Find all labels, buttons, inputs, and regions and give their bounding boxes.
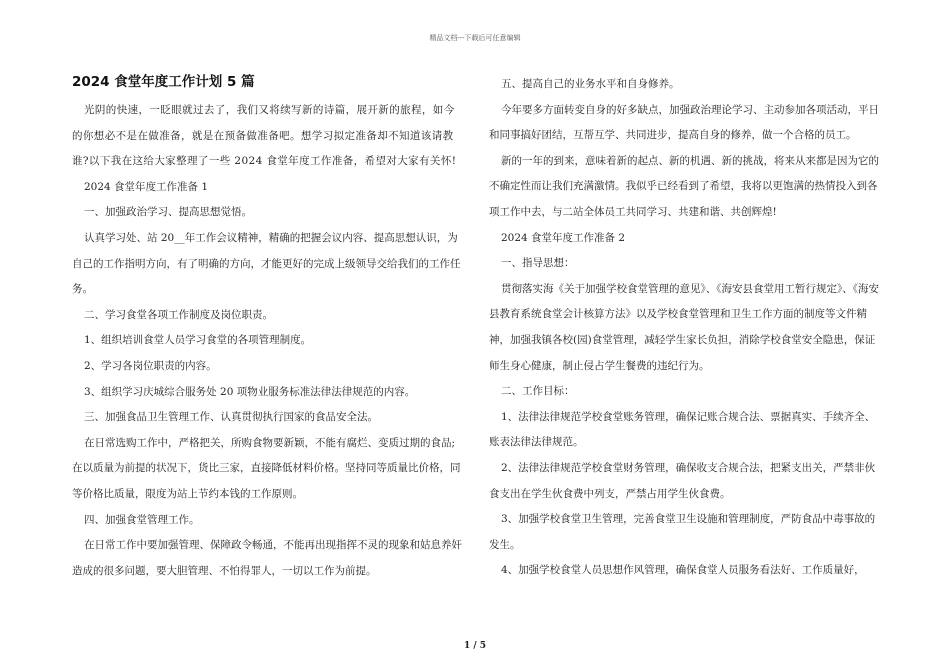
- list-item: 4、加强学校食堂人员思想作风管理，确保食堂人员服务看法好、工作质量好，: [501, 564, 865, 577]
- item-heading: 一、指导思想：: [501, 257, 575, 270]
- list-item: 2、学习各岗位职责的内容。: [84, 359, 217, 372]
- body-paragraph: 在日常工作中要加强管理、保障政令畅通，不能再出现指挥不灵的现象和姑息养奸造成的很多问题，要大胆管理、不怕得罪人，一切以工作为前提。: [72, 539, 462, 577]
- right-column: [489, 72, 880, 584]
- item-heading: 二、工作目标：: [501, 385, 575, 398]
- body-paragraph: 在日常选购工作中，严格把关，所购食物要新颖，不能有腐烂、变质过期的食品;在以质量为前提的状况下，货比三家，直接降低材料价格。坚持同等质量比价格，同等价格比质量，限度为站上节约本钱的工作原则。: [72, 436, 461, 500]
- item-heading: 三、加强食品卫生管理工作、认真贯彻执行国家的食品安全法。: [84, 411, 378, 424]
- page-number: 1 / 5: [463, 641, 487, 651]
- list-item: 1、组织培训食堂人员学习食堂的各项管理制度。: [84, 334, 312, 347]
- section-heading: 2024 食堂年度工作准备 2: [501, 231, 626, 244]
- item-heading: 一、加强政治学习、提高思想觉悟。: [84, 206, 252, 219]
- body-paragraph: 贯彻落实海《关于加强学校食堂管理的意见》、《海安县食堂用工暂行规定》、《海安县教育系统食堂会计核算方法》以及学校食堂管理和卫生工作方面的制度等文件精神，加强我镇各校(园)食堂管理，减轻学生家长负担，消除学校食堂安全隐患，保证师生身心健康，制止侵占学生餐费的违纪行为。: [489, 282, 879, 372]
- intro-paragraph: 光阴的快速，一眨眼就过去了，我们又将续写新的诗篇，展开新的旅程，如今的你想必不是在做准备，就是在预备做准备吧。想学习拟定准备却不知道该请教谁?以下我在这给大家整理了一些 2024 食堂年度工作准备，希望对大家有关怀!: [72, 104, 457, 168]
- body-paragraph: 新的一年的到来，意味着新的起点、新的机遇、新的挑战，将来从来都是因为它的不确定性而让我们充满激情。我似乎已经看到了希望，我将以更饱满的热情投入到各项工作中去，与二站全体员工共同学习、共建和谐、共创辉煌!: [489, 154, 879, 218]
- document-title: 2024 食堂年度工作计划 5 篇: [72, 74, 255, 90]
- list-item: 3、组织学习庆城综合服务处 20 项物业服务标准法律法律规范的内容。: [84, 385, 416, 398]
- item-heading: 四、加强食堂管理工作。: [84, 513, 200, 526]
- page-header: 精品文档---下载后可任意编辑: [429, 34, 521, 42]
- body-paragraph: 认真学习处、站 20__年工作会议精神，精确的把握会议内容、提高思想认识，为自己的工作指明方向，有了明确的方向，才能更好的完成上级领导交给我们的工作任务。: [72, 231, 461, 296]
- body-paragraph: 今年要多方面转变自身的好多缺点，加强政治理论学习、主动参加各项活动，平日和同事搞好团结，互帮互学、共同进步，提高自身的修养，做一个合格的员工。: [489, 103, 879, 142]
- section-heading: 2024 食堂年度工作准备 1: [84, 180, 209, 193]
- list-item: 3、加强学校食堂卫生管理，完善食堂卫生设施和管理制度，严防食品中毒事故的发生。: [489, 513, 876, 551]
- item-heading: 五、提高自己的业务水平和自身修养。: [501, 78, 680, 90]
- list-item: 2、法律法律规范学校食堂财务管理，确保收支合规合法，把紧支出关，严禁非伙食支出在学生伙食费中列支，严禁占用学生伙食费。: [489, 461, 876, 500]
- list-item: 1、法律法律规范学校食堂账务管理，确保记账合规合法、票据真实、手续齐全、账表法律法律规范。: [489, 410, 876, 449]
- left-column: [72, 72, 464, 584]
- item-heading: 二、学习食堂各项工作制度及岗位职责。: [84, 308, 273, 321]
